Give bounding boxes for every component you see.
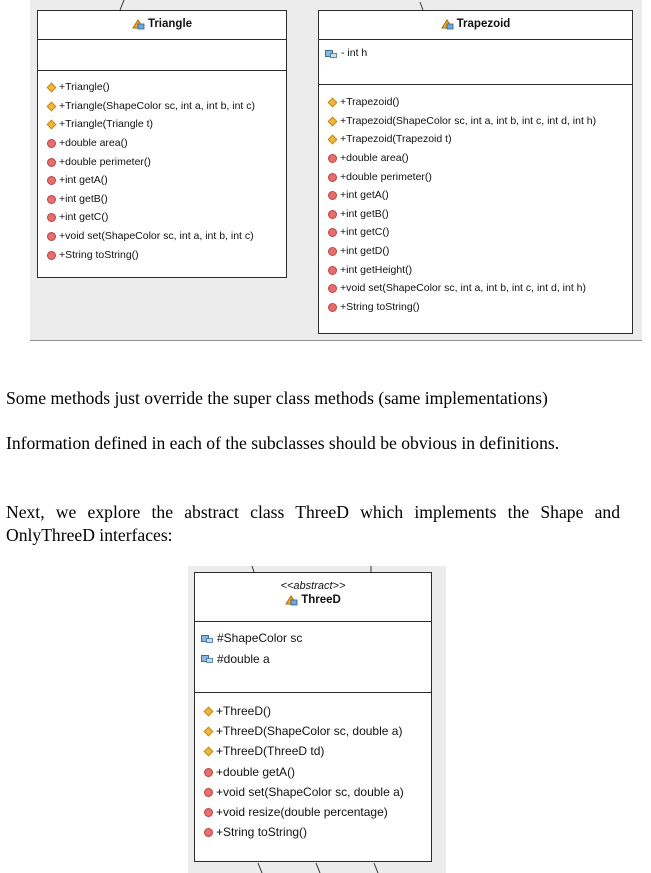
constructor-icon (46, 82, 56, 92)
class-method (203, 822, 431, 842)
method-icon (327, 302, 337, 312)
member-text: +String toString() (216, 825, 308, 840)
class-icon (285, 594, 298, 606)
class-method (46, 227, 286, 246)
member-text: +int getB() (59, 192, 108, 205)
class-constructor (46, 97, 286, 116)
class-methods (195, 693, 431, 842)
method-icon (46, 231, 56, 241)
class-method (203, 762, 431, 782)
class-header (319, 11, 632, 40)
member-text: +Triangle(Triangle t) (59, 118, 154, 131)
member-text: +int getA() (59, 174, 108, 187)
member-text: +Trapezoid(ShapeColor sc, int a, int b, int c, int d, int h) (340, 114, 597, 127)
method-icon (46, 194, 56, 204)
paragraph-threed-intro: Next, we explore the abstract class ThreeD which implements the Shape and OnlyThreeD interfaces: (6, 502, 620, 545)
member-text: +double area() (340, 152, 409, 165)
class-method (203, 782, 431, 802)
member-text: +double area() (59, 137, 128, 150)
class-attributes (319, 40, 632, 85)
member-text: +int getC() (59, 211, 109, 224)
constructor-icon (327, 97, 337, 107)
member-text: +String toString() (340, 300, 420, 313)
member-text: +int getA() (340, 189, 389, 202)
member-text: +Trapezoid(Trapezoid t) (340, 133, 452, 146)
member-text: +double perimeter() (340, 170, 432, 183)
method-icon (327, 209, 337, 219)
class-attribute (201, 628, 431, 649)
member-text: +ThreeD() (216, 704, 272, 719)
class-method (46, 171, 286, 190)
class-method (46, 208, 286, 227)
class-constructor (203, 721, 431, 741)
member-text: +Triangle(ShapeColor sc, int a, int b, int c) (59, 99, 255, 112)
member-text: +ThreeD(ShapeColor sc, double a) (216, 724, 403, 739)
method-icon (327, 172, 337, 182)
field-icon (201, 653, 214, 664)
method-icon (203, 827, 213, 837)
method-icon (46, 250, 56, 260)
method-icon (46, 138, 56, 148)
method-icon (46, 212, 56, 222)
class-name: ThreeD (301, 594, 341, 606)
class-constructor (327, 112, 632, 131)
subclass-line (250, 862, 400, 873)
class-method (327, 186, 632, 205)
member-text: +double getA() (216, 764, 296, 779)
class-constructor (46, 115, 286, 134)
method-icon (203, 807, 213, 817)
class-stereotype: <<abstract>> (280, 580, 346, 592)
class-method (327, 205, 632, 224)
member-text: - int h (341, 47, 368, 59)
class-header (195, 573, 431, 622)
class-methods (38, 71, 286, 264)
class-method (327, 298, 632, 317)
member-text: +void set(ShapeColor sc, double a) (216, 784, 404, 799)
constructor-icon (327, 116, 337, 126)
member-text: +int getHeight() (340, 263, 413, 276)
class-method (203, 802, 431, 822)
constructor-icon (46, 101, 56, 111)
class-attributes (38, 40, 286, 71)
method-icon (327, 227, 337, 237)
uml-class-threed (194, 572, 432, 862)
class-name: Trapezoid (456, 18, 511, 30)
class-method (327, 279, 632, 298)
member-text: +int getB() (340, 207, 389, 220)
method-icon (46, 175, 56, 185)
class-method (327, 242, 632, 261)
member-text: +void set(ShapeColor sc, int a, int b, int c, int d, int h) (340, 282, 586, 295)
member-text: #double a (217, 651, 270, 666)
method-icon (327, 190, 337, 200)
class-method (327, 149, 632, 168)
class-method (327, 260, 632, 279)
class-attribute (201, 649, 431, 670)
constructor-icon (203, 746, 213, 756)
member-text: #ShapeColor sc (217, 631, 303, 646)
class-method (46, 190, 286, 209)
method-icon (203, 787, 213, 797)
constructor-icon (203, 706, 213, 716)
field-icon (201, 633, 214, 644)
class-header (38, 11, 286, 40)
member-text: +double perimeter() (59, 155, 151, 168)
class-constructor (327, 93, 632, 112)
constructor-icon (203, 726, 213, 736)
class-attribute (325, 45, 632, 61)
member-text: +int getC() (340, 226, 390, 239)
class-constructor (327, 130, 632, 149)
class-constructor (203, 741, 431, 761)
member-text: +int getD() (340, 245, 390, 258)
class-attributes (195, 622, 431, 693)
paragraph-information: Information defined in each of the subclasses should be obvious in definitions. (6, 433, 560, 453)
constructor-icon (46, 119, 56, 129)
constructor-icon (327, 134, 337, 144)
uml-class-trapezoid (318, 10, 633, 334)
member-text: +void set(ShapeColor sc, int a, int b, int c) (59, 230, 254, 243)
member-text: +Triangle() (59, 81, 110, 94)
class-icon (132, 18, 145, 30)
method-icon (327, 153, 337, 163)
method-icon (46, 157, 56, 167)
field-icon (325, 48, 338, 59)
member-text: +ThreeD(ThreeD td) (216, 744, 325, 759)
method-icon (327, 283, 337, 293)
member-text: +String toString() (59, 248, 139, 261)
method-icon (203, 767, 213, 777)
class-method (327, 167, 632, 186)
uml-class-triangle (37, 10, 287, 278)
method-icon (327, 246, 337, 256)
member-text: +Trapezoid() (340, 96, 400, 109)
class-constructor (203, 701, 431, 721)
member-text: +void resize(double percentage) (216, 805, 388, 820)
class-method (327, 223, 632, 242)
method-icon (327, 265, 337, 275)
class-method (46, 152, 286, 171)
class-method (46, 245, 286, 264)
class-name: Triangle (147, 18, 193, 30)
class-method (46, 134, 286, 153)
class-icon (441, 18, 454, 30)
class-methods (319, 85, 632, 316)
paragraph-override: Some methods just override the super class methods (same implementations) (6, 388, 548, 408)
class-constructor (46, 78, 286, 97)
